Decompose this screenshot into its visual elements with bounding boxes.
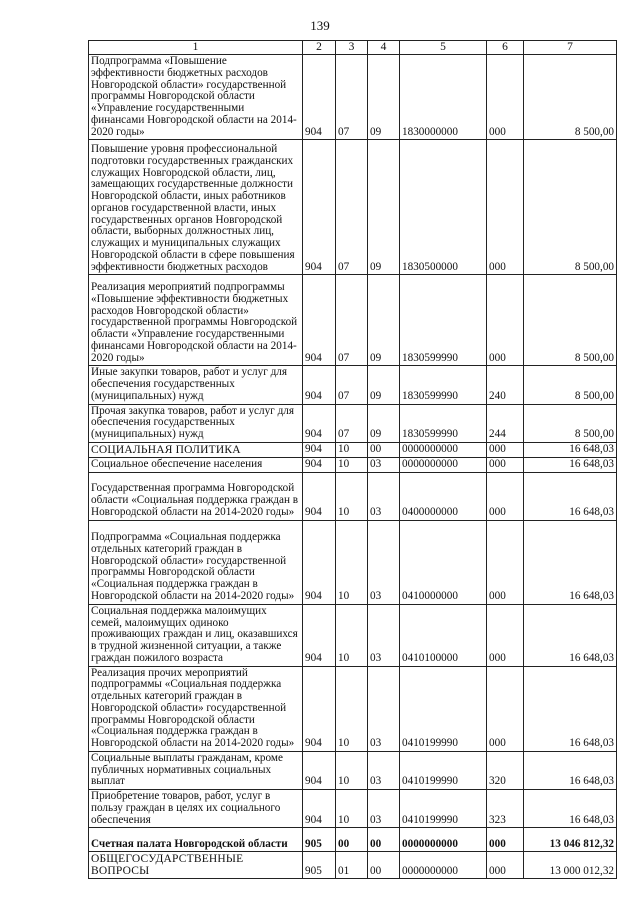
table-row (89, 457, 617, 472)
section-cell: 10 (336, 751, 368, 789)
section-cell: 10 (336, 520, 368, 604)
table-row (89, 275, 617, 366)
subsection-cell: 09 (368, 404, 400, 442)
expense-type-cell: 244 (487, 404, 524, 442)
subsection-cell: 09 (368, 140, 400, 275)
amount-cell: 8 500,00 (524, 55, 617, 140)
expense-type-cell: 240 (487, 366, 524, 404)
expense-type-cell: 320 (487, 751, 524, 789)
target-code-cell: 0000000000 (400, 852, 487, 879)
code-cell: 904 (303, 520, 336, 604)
amount-cell: 16 648,03 (524, 666, 617, 751)
code-cell: 904 (303, 457, 336, 472)
table-row (89, 666, 617, 751)
target-code-cell: 0410199990 (400, 790, 487, 828)
amount-cell: 16 648,03 (524, 520, 617, 604)
item-name-cell: Реализация мероприятий подпрограммы «Повышение эффективности бюджетных расходов Новгородской области» государственной программы Новгородской области «Управление государственными финансами Новгородской области на 2014-2020 годы» (89, 275, 303, 366)
section-cell: 07 (336, 366, 368, 404)
item-name-cell: Реализация прочих мероприятий подпрограммы «Социальная поддержка отдельных категорий граждан в Новгородской области» государственной программы Новгородской области «Социальная поддержка граждан в Новгородской области на 2014-2020 годы» (89, 666, 303, 751)
amount-cell: 13 000 012,32 (524, 852, 617, 879)
table-row (89, 751, 617, 789)
expense-type-cell: 000 (487, 140, 524, 275)
code-cell: 904 (303, 442, 336, 457)
subsection-cell: 09 (368, 366, 400, 404)
code-cell: 904 (303, 790, 336, 828)
table-body (89, 55, 617, 879)
expense-type-cell: 000 (487, 828, 524, 852)
table-row (89, 520, 617, 604)
target-code-cell: 0410000000 (400, 520, 487, 604)
target-code-cell: 0000000000 (400, 457, 487, 472)
code-cell: 904 (303, 275, 336, 366)
subsection-cell: 09 (368, 55, 400, 140)
header-col-2: 2 (303, 41, 336, 55)
amount-cell: 8 500,00 (524, 366, 617, 404)
expense-type-cell: 000 (487, 457, 524, 472)
target-code-cell: 0410199990 (400, 751, 487, 789)
code-cell: 905 (303, 852, 336, 879)
subsection-cell: 03 (368, 520, 400, 604)
item-name-cell: СОЦИАЛЬНАЯ ПОЛИТИКА (89, 442, 303, 457)
target-code-cell: 0000000000 (400, 828, 487, 852)
target-code-cell: 1830599990 (400, 275, 487, 366)
amount-cell: 13 046 812,32 (524, 828, 617, 852)
table-row (89, 472, 617, 520)
subsection-cell: 00 (368, 828, 400, 852)
expense-type-cell: 000 (487, 275, 524, 366)
amount-cell: 16 648,03 (524, 751, 617, 789)
header-col-3: 3 (336, 41, 368, 55)
subsection-cell: 03 (368, 790, 400, 828)
header-col-6: 6 (487, 41, 524, 55)
item-name-cell: ОБЩЕГОСУДАРСТВЕННЫЕ ВОПРОСЫ (89, 852, 303, 879)
subsection-cell: 03 (368, 604, 400, 666)
item-name-cell: Социальная поддержка малоимущих семей, малоимущих одиноко проживающих граждан и лиц, оказавшихся в трудной жизненной ситуации, а также граждан пожилого возраста (89, 604, 303, 666)
table-row (89, 604, 617, 666)
table-header (89, 41, 617, 55)
amount-cell: 16 648,03 (524, 457, 617, 472)
header-col-4: 4 (368, 41, 400, 55)
expense-type-cell: 000 (487, 666, 524, 751)
expense-type-cell: 000 (487, 55, 524, 140)
budget-table (88, 40, 617, 879)
amount-cell: 16 648,03 (524, 472, 617, 520)
code-cell: 904 (303, 55, 336, 140)
section-cell: 07 (336, 404, 368, 442)
section-cell: 10 (336, 472, 368, 520)
item-name-cell: Приобретение товаров, работ, услуг в пользу граждан в целях их социального обеспечения (89, 790, 303, 828)
subsection-cell: 03 (368, 751, 400, 789)
subsection-cell: 09 (368, 275, 400, 366)
section-cell: 07 (336, 140, 368, 275)
code-cell: 904 (303, 404, 336, 442)
section-cell: 10 (336, 457, 368, 472)
amount-cell: 8 500,00 (524, 404, 617, 442)
table-row (89, 790, 617, 828)
target-code-cell: 0000000000 (400, 442, 487, 457)
amount-cell: 16 648,03 (524, 442, 617, 457)
code-cell: 904 (303, 666, 336, 751)
target-code-cell: 0410199990 (400, 666, 487, 751)
header-col-7: 7 (524, 41, 617, 55)
item-name-cell: Счетная палата Новгородской области (89, 828, 303, 852)
section-cell: 10 (336, 790, 368, 828)
amount-cell: 16 648,03 (524, 790, 617, 828)
target-code-cell: 0400000000 (400, 472, 487, 520)
code-cell: 904 (303, 751, 336, 789)
page-number: 139 (310, 18, 330, 33)
table-row (89, 442, 617, 457)
subsection-cell: 03 (368, 472, 400, 520)
subsection-cell: 03 (368, 457, 400, 472)
table-row (89, 55, 617, 140)
expense-type-cell: 000 (487, 604, 524, 666)
header-col-5: 5 (400, 41, 487, 55)
code-cell: 904 (303, 366, 336, 404)
expense-type-cell: 323 (487, 790, 524, 828)
section-cell: 10 (336, 604, 368, 666)
expense-type-cell: 000 (487, 520, 524, 604)
table-row (89, 852, 617, 879)
table-row (89, 404, 617, 442)
item-name-cell: Социальные выплаты гражданам, кроме публичных нормативных социальных выплат (89, 751, 303, 789)
item-name-cell: Подпрограмма «Социальная поддержка отдельных категорий граждан в Новгородской области» государственной программы Новгородской области «Социальная поддержка граждан в Новгородской области на 2014-2020 годы» (89, 520, 303, 604)
subsection-cell: 00 (368, 852, 400, 879)
target-code-cell: 0410100000 (400, 604, 487, 666)
target-code-cell: 1830599990 (400, 404, 487, 442)
target-code-cell: 1830000000 (400, 55, 487, 140)
item-name-cell: Государственная программа Новгородской области «Социальная поддержка граждан в Новгородской области на 2014-2020 годы» (89, 472, 303, 520)
section-cell: 00 (336, 828, 368, 852)
item-name-cell: Иные закупки товаров, работ и услуг для обеспечения государственных (муниципальных) нужд (89, 366, 303, 404)
amount-cell: 8 500,00 (524, 275, 617, 366)
target-code-cell: 1830599990 (400, 366, 487, 404)
item-name-cell: Социальное обеспечение населения (89, 457, 303, 472)
section-cell: 07 (336, 55, 368, 140)
table-row (89, 140, 617, 275)
item-name-cell: Прочая закупка товаров, работ и услуг для обеспечения государственных (муниципальных) нужд (89, 404, 303, 442)
expense-type-cell: 000 (487, 472, 524, 520)
expense-type-cell: 000 (487, 852, 524, 879)
table-row (89, 828, 617, 852)
subsection-cell: 00 (368, 442, 400, 457)
amount-cell: 8 500,00 (524, 140, 617, 275)
code-cell: 904 (303, 472, 336, 520)
item-name-cell: Подпрограмма «Повышение эффективности бюджетных расходов Новгородской области» государственной программы Новгородской области «Управление государственными финансами Новгородской области на 2014-2020 годы» (89, 55, 303, 140)
section-cell: 10 (336, 442, 368, 457)
code-cell: 904 (303, 604, 336, 666)
table-row (89, 366, 617, 404)
target-code-cell: 1830500000 (400, 140, 487, 275)
section-cell: 07 (336, 275, 368, 366)
subsection-cell: 03 (368, 666, 400, 751)
amount-cell: 16 648,03 (524, 604, 617, 666)
code-cell: 905 (303, 828, 336, 852)
code-cell: 904 (303, 140, 336, 275)
expense-type-cell: 000 (487, 442, 524, 457)
section-cell: 01 (336, 852, 368, 879)
header-col-1: 1 (89, 41, 303, 55)
section-cell: 10 (336, 666, 368, 751)
item-name-cell: Повышение уровня профессиональной подготовки государственных гражданских служащих Новгородской области, лиц, замещающих государственные должности Новгородской области, иных работников органов государственной власти, иных государственных органов Новгородской области, выборных должностных лиц, служащих и муниципальных служащих Новгородской области в сфере повышения эффективности бюджетных расходов (89, 140, 303, 275)
